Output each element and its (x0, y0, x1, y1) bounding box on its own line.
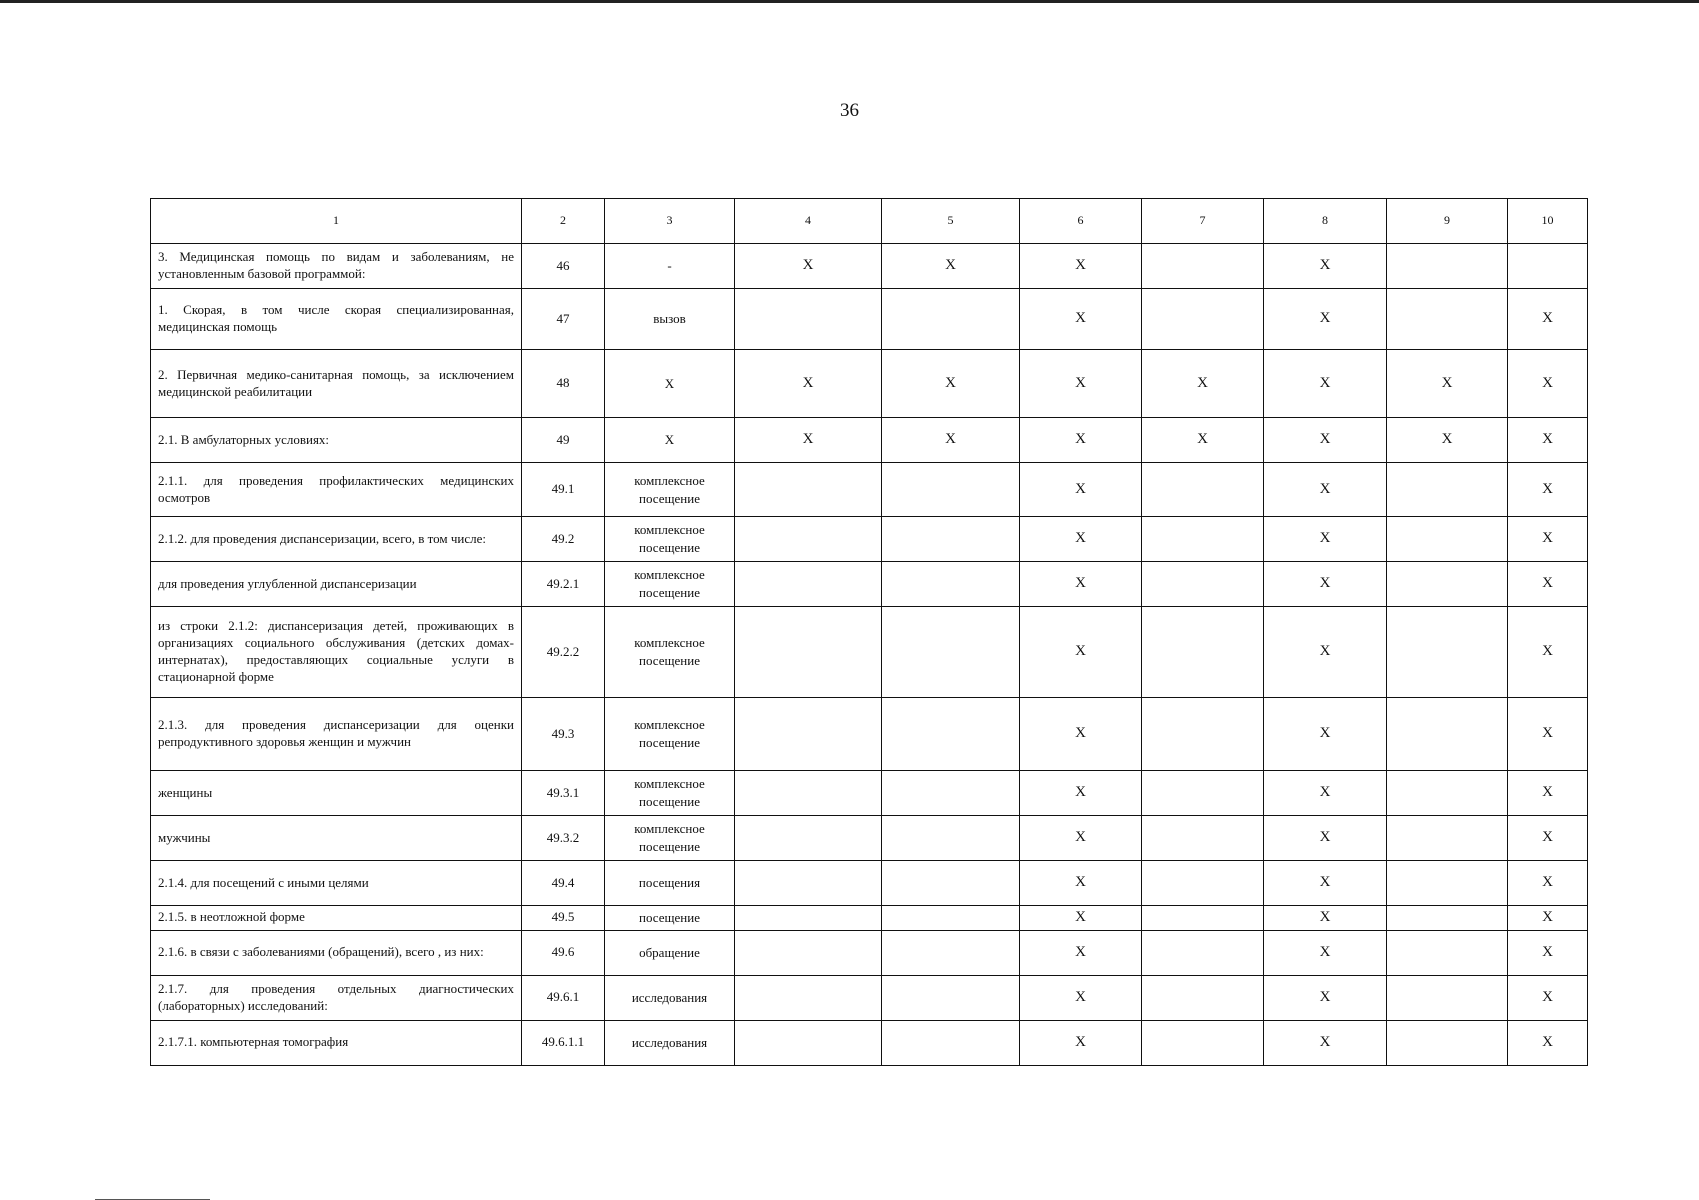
row-description: 2. Первичная медико-санитарная помощь, за исключением медицинской реабилитации (151, 350, 522, 418)
row-code: 49 (522, 418, 605, 463)
col-5-value (882, 816, 1020, 861)
row-description: женщины (151, 771, 522, 816)
col-10-value: X (1508, 698, 1588, 771)
col-5-value (882, 562, 1020, 607)
column-header: 6 (1020, 199, 1142, 244)
unit-of-measure: - (605, 244, 735, 289)
col-7-value (1142, 463, 1264, 517)
col-7-value (1142, 289, 1264, 350)
col-10-value: X (1508, 771, 1588, 816)
col-9-value (1387, 1020, 1508, 1065)
col-10-value: X (1508, 816, 1588, 861)
col-9-value (1387, 244, 1508, 289)
col-4-value: X (735, 244, 882, 289)
col-10-value: X (1508, 906, 1588, 931)
col-5-value: X (882, 350, 1020, 418)
col-8-value: X (1264, 698, 1387, 771)
unit-of-measure: обращение (605, 930, 735, 975)
table-row (151, 975, 1588, 1020)
col-4-value (735, 698, 882, 771)
row-description: 1. Скорая, в том числе скорая специализированная, медицинская помощь (151, 289, 522, 350)
col-6-value: X (1020, 906, 1142, 931)
table-row (151, 517, 1588, 562)
col-10-value: X (1508, 1020, 1588, 1065)
table-row (151, 861, 1588, 906)
row-code: 49.3 (522, 698, 605, 771)
col-7-value (1142, 244, 1264, 289)
row-code: 49.6 (522, 930, 605, 975)
col-4-value (735, 816, 882, 861)
col-6-value: X (1020, 244, 1142, 289)
col-10-value: X (1508, 562, 1588, 607)
row-description: 2.1.2. для проведения диспансеризации, всего, в том числе: (151, 517, 522, 562)
row-code: 48 (522, 350, 605, 418)
row-description: мужчины (151, 816, 522, 861)
col-7-value (1142, 861, 1264, 906)
col-10-value: X (1508, 517, 1588, 562)
col-10-value: X (1508, 418, 1588, 463)
unit-of-measure: комплексное посещение (605, 816, 735, 861)
col-4-value (735, 517, 882, 562)
table-row (151, 418, 1588, 463)
col-8-value: X (1264, 930, 1387, 975)
col-7-value (1142, 517, 1264, 562)
col-9-value: X (1387, 418, 1508, 463)
column-header: 4 (735, 199, 882, 244)
col-5-value (882, 930, 1020, 975)
table-row (151, 771, 1588, 816)
row-description: для проведения углубленной диспансеризации (151, 562, 522, 607)
col-10-value: X (1508, 350, 1588, 418)
col-10-value: X (1508, 975, 1588, 1020)
unit-of-measure: X (605, 418, 735, 463)
col-6-value: X (1020, 418, 1142, 463)
row-description: 2.1.7. для проведения отдельных диагностических (лабораторных) исследований: (151, 975, 522, 1020)
col-6-value: X (1020, 698, 1142, 771)
row-code: 49.2.2 (522, 607, 605, 698)
data-table (150, 198, 1588, 1066)
col-8-value: X (1264, 906, 1387, 931)
col-5-value (882, 771, 1020, 816)
col-4-value (735, 861, 882, 906)
col-7-value (1142, 930, 1264, 975)
col-4-value (735, 906, 882, 931)
col-8-value: X (1264, 244, 1387, 289)
column-header: 3 (605, 199, 735, 244)
col-9-value (1387, 289, 1508, 350)
unit-of-measure: комплексное посещение (605, 771, 735, 816)
row-code: 49.4 (522, 861, 605, 906)
col-5-value: X (882, 418, 1020, 463)
column-header: 9 (1387, 199, 1508, 244)
column-header: 10 (1508, 199, 1588, 244)
col-4-value: X (735, 350, 882, 418)
top-edge-rule (0, 0, 1699, 3)
column-header: 2 (522, 199, 605, 244)
col-5-value (882, 289, 1020, 350)
col-5-value (882, 698, 1020, 771)
col-7-value: X (1142, 418, 1264, 463)
col-8-value: X (1264, 418, 1387, 463)
col-8-value: X (1264, 350, 1387, 418)
col-8-value: X (1264, 1020, 1387, 1065)
unit-of-measure: комплексное посещение (605, 517, 735, 562)
col-4-value (735, 562, 882, 607)
col-6-value: X (1020, 975, 1142, 1020)
col-7-value (1142, 1020, 1264, 1065)
page-number: 36 (840, 100, 859, 121)
unit-of-measure: комплексное посещение (605, 463, 735, 517)
col-4-value: X (735, 418, 882, 463)
row-code: 46 (522, 244, 605, 289)
col-8-value: X (1264, 289, 1387, 350)
column-header: 7 (1142, 199, 1264, 244)
col-7-value (1142, 698, 1264, 771)
col-4-value (735, 771, 882, 816)
col-6-value: X (1020, 861, 1142, 906)
col-9-value (1387, 463, 1508, 517)
unit-of-measure: посещения (605, 861, 735, 906)
table-row (151, 244, 1588, 289)
unit-of-measure: посещение (605, 906, 735, 931)
column-header: 5 (882, 199, 1020, 244)
col-9-value (1387, 930, 1508, 975)
row-code: 49.1 (522, 463, 605, 517)
column-header: 1 (151, 199, 522, 244)
col-7-value (1142, 771, 1264, 816)
col-8-value: X (1264, 607, 1387, 698)
col-9-value (1387, 698, 1508, 771)
col-7-value (1142, 607, 1264, 698)
table-row (151, 906, 1588, 931)
col-6-value: X (1020, 289, 1142, 350)
col-6-value: X (1020, 562, 1142, 607)
col-8-value: X (1264, 816, 1387, 861)
col-6-value: X (1020, 816, 1142, 861)
table-row (151, 930, 1588, 975)
table-row (151, 350, 1588, 418)
col-8-value: X (1264, 861, 1387, 906)
unit-of-measure: X (605, 350, 735, 418)
row-description: 2.1.4. для посещений с иными целями (151, 861, 522, 906)
col-10-value: X (1508, 861, 1588, 906)
col-7-value (1142, 562, 1264, 607)
unit-of-measure: комплексное посещение (605, 607, 735, 698)
col-5-value (882, 975, 1020, 1020)
table-row (151, 607, 1588, 698)
col-7-value (1142, 906, 1264, 931)
col-7-value (1142, 816, 1264, 861)
col-8-value: X (1264, 562, 1387, 607)
col-6-value: X (1020, 350, 1142, 418)
row-description: 2.1.7.1. компьютерная томография (151, 1020, 522, 1065)
col-8-value: X (1264, 975, 1387, 1020)
row-code: 49.5 (522, 906, 605, 931)
row-description: 2.1.3. для проведения диспансеризации для оценки репродуктивного здоровья женщин и мужчин (151, 698, 522, 771)
col-9-value (1387, 517, 1508, 562)
col-10-value (1508, 244, 1588, 289)
header-row (151, 199, 1588, 244)
col-9-value (1387, 861, 1508, 906)
col-4-value (735, 607, 882, 698)
col-9-value (1387, 906, 1508, 931)
row-code: 49.3.2 (522, 816, 605, 861)
col-4-value (735, 289, 882, 350)
row-description: из строки 2.1.2: диспансеризация детей, проживающих в организациях социального обслуживания (детских домах-интернатах), предоставляющих социальные услуги в стационарной форме (151, 607, 522, 698)
col-9-value (1387, 562, 1508, 607)
col-7-value (1142, 975, 1264, 1020)
table-body (151, 199, 1588, 1066)
col-8-value: X (1264, 771, 1387, 816)
col-10-value: X (1508, 289, 1588, 350)
column-header: 8 (1264, 199, 1387, 244)
table-row (151, 698, 1588, 771)
unit-of-measure: комплексное посещение (605, 698, 735, 771)
table-row (151, 1020, 1588, 1065)
col-4-value (735, 463, 882, 517)
col-5-value (882, 463, 1020, 517)
row-description: 2.1.5. в неотложной форме (151, 906, 522, 931)
row-code: 49.2 (522, 517, 605, 562)
col-6-value: X (1020, 517, 1142, 562)
unit-of-measure: вызов (605, 289, 735, 350)
col-8-value: X (1264, 463, 1387, 517)
col-4-value (735, 1020, 882, 1065)
row-code: 49.6.1 (522, 975, 605, 1020)
col-6-value: X (1020, 463, 1142, 517)
row-code: 49.3.1 (522, 771, 605, 816)
row-description: 2.1.6. в связи с заболеваниями (обращений), всего , из них: (151, 930, 522, 975)
row-code: 49.6.1.1 (522, 1020, 605, 1065)
col-4-value (735, 975, 882, 1020)
col-9-value (1387, 816, 1508, 861)
col-5-value (882, 607, 1020, 698)
col-10-value: X (1508, 463, 1588, 517)
unit-of-measure: комплексное посещение (605, 562, 735, 607)
row-code: 49.2.1 (522, 562, 605, 607)
col-5-value: X (882, 244, 1020, 289)
table-row (151, 816, 1588, 861)
table-row (151, 463, 1588, 517)
table-row (151, 289, 1588, 350)
col-9-value: X (1387, 350, 1508, 418)
col-8-value: X (1264, 517, 1387, 562)
col-9-value (1387, 771, 1508, 816)
col-6-value: X (1020, 771, 1142, 816)
col-10-value: X (1508, 930, 1588, 975)
col-4-value (735, 930, 882, 975)
col-6-value: X (1020, 1020, 1142, 1065)
unit-of-measure: исследования (605, 1020, 735, 1065)
col-5-value (882, 1020, 1020, 1065)
col-5-value (882, 906, 1020, 931)
col-5-value (882, 861, 1020, 906)
col-5-value (882, 517, 1020, 562)
row-description: 3. Медицинская помощь по видам и заболеваниям, не установленным базовой программой: (151, 244, 522, 289)
table-row (151, 562, 1588, 607)
col-10-value: X (1508, 607, 1588, 698)
col-6-value: X (1020, 930, 1142, 975)
row-description: 2.1.1. для проведения профилактических медицинских осмотров (151, 463, 522, 517)
col-9-value (1387, 975, 1508, 1020)
row-code: 47 (522, 289, 605, 350)
col-9-value (1387, 607, 1508, 698)
unit-of-measure: исследования (605, 975, 735, 1020)
col-6-value: X (1020, 607, 1142, 698)
col-7-value: X (1142, 350, 1264, 418)
row-description: 2.1. В амбулаторных условиях: (151, 418, 522, 463)
